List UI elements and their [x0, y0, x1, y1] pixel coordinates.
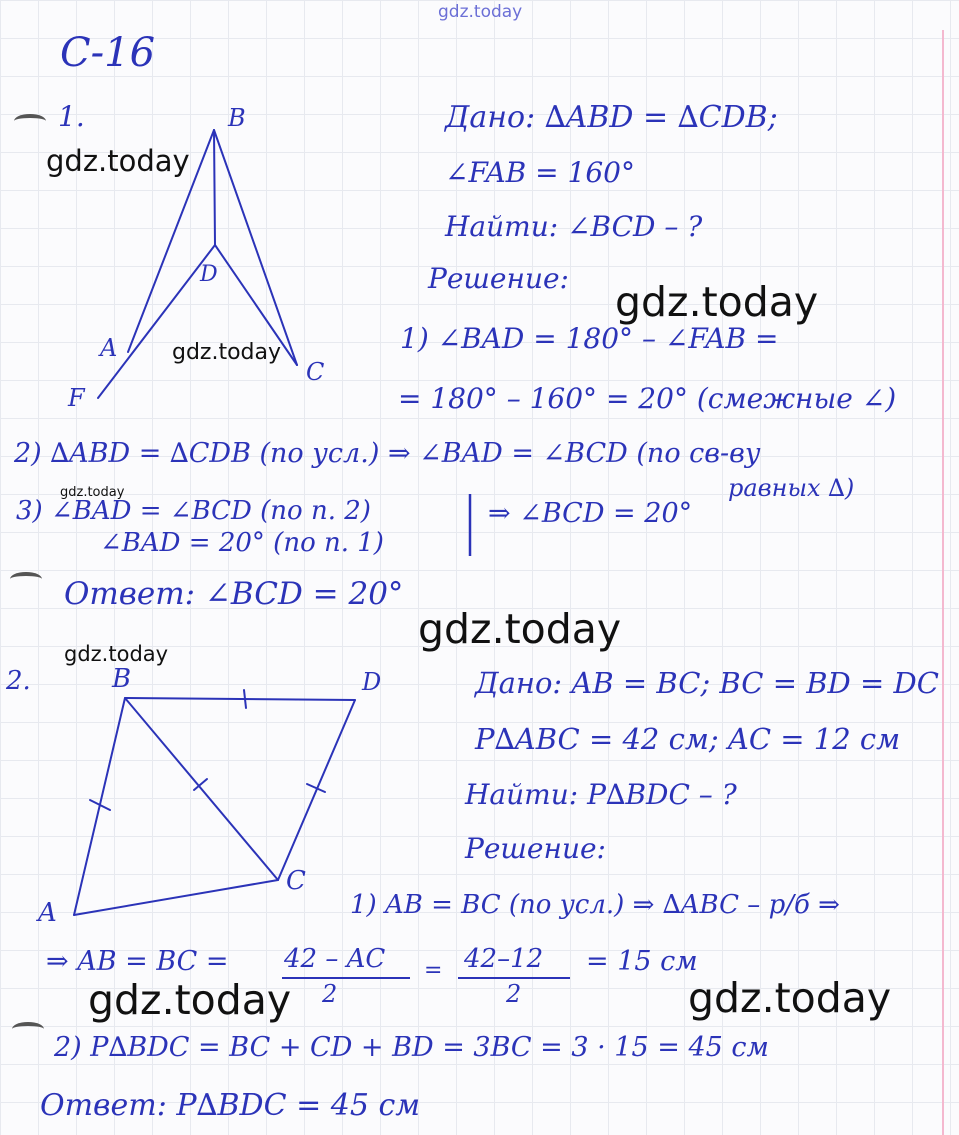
p2-frac2-den: 2: [506, 980, 522, 1008]
p1-step-1a: 1) ∠BAD = 180° – ∠FAB =: [400, 322, 779, 355]
p1-given-1: Дано: ∆ABD = ∆CDB;: [445, 100, 778, 135]
p2-step-1b-left: ⇒ AB = BC =: [46, 946, 229, 977]
p2-label-b: B: [112, 664, 132, 694]
p2-answer: Ответ: P∆BDC = 45 см: [40, 1088, 421, 1123]
p2-find: Найти: P∆BDC – ?: [465, 778, 737, 811]
watermark: gdz.today: [64, 642, 169, 666]
p1-step-3a: 3) ∠BAD = ∠BCD (по п. 2): [16, 496, 371, 526]
p1-solution-heading: Решение:: [428, 262, 569, 295]
p2-frac1-num: 42 – AC: [284, 944, 386, 974]
p1-step-2: 2) ∆ABD = ∆CDB (по усл.) ⇒ ∠BAD = ∠BCD (по св-ву: [14, 438, 761, 469]
p2-given-1: Дано: AB = BC; BC = BD = DC: [475, 666, 939, 700]
watermark: gdz.today: [88, 976, 292, 1024]
watermark: gdz.today: [688, 974, 892, 1022]
watermark: gdz.today: [46, 144, 190, 178]
p1-label-f: F: [68, 384, 85, 412]
watermark: gdz.today: [60, 485, 125, 500]
p1-label-d: D: [200, 262, 218, 287]
variant-title: С-16: [60, 30, 156, 76]
watermark: gdz.today: [172, 340, 282, 365]
watermark: gdz.today: [418, 605, 622, 653]
watermark-top: gdz.today: [438, 2, 523, 22]
problem1-number: 1.: [58, 100, 85, 133]
p2-label-a: A: [38, 898, 57, 928]
p1-step-3b: ∠BAD = 20° (по п. 1): [100, 528, 384, 558]
p2-solution-heading: Решение:: [465, 832, 606, 865]
p1-step-3c: ⇒ ∠BCD = 20°: [488, 498, 693, 529]
p2-step-2: 2) P∆BDC = BC + CD + BD = 3BC = 3 · 15 = 45 см: [54, 1032, 769, 1063]
p1-answer: Ответ: ∠BCD = 20°: [64, 576, 404, 612]
p1-step-2b: равных ∆): [728, 474, 855, 502]
p2-step-1: 1) AB = BC (по усл.) ⇒ ∆ABC – р/б ⇒: [350, 890, 840, 920]
p1-label-b: B: [228, 104, 246, 132]
p1-given-2: ∠FAB = 160°: [445, 156, 635, 189]
p1-find: Найти: ∠BCD – ?: [445, 210, 703, 243]
watermark: gdz.today: [615, 278, 819, 326]
p2-step-1b-result: = 15 см: [586, 946, 698, 977]
p2-frac1-den: 2: [322, 980, 338, 1008]
p2-equals: =: [424, 958, 443, 983]
p1-label-a: A: [100, 334, 118, 362]
p2-label-c: C: [286, 866, 306, 896]
p2-frac2-num: 42–12: [464, 944, 544, 974]
problem2-number: 2.: [6, 666, 31, 696]
p2-given-2: P∆ABC = 42 см; AC = 12 см: [475, 722, 901, 756]
p1-label-c: C: [306, 358, 325, 386]
p2-label-d: D: [362, 668, 382, 696]
p1-step-1b: = 180° – 160° = 20° (смежные ∠): [398, 382, 897, 415]
